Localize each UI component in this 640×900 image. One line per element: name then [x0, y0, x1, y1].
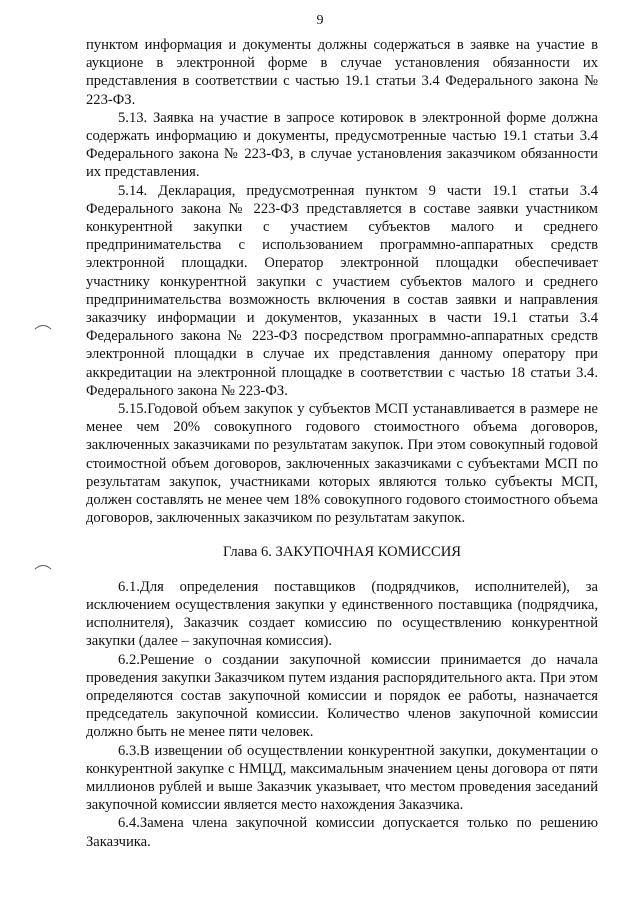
document-body — [86, 36, 598, 851]
paragraph-6-2: 6.2.Решение о создании закупочной комиссии принимается до начала проведения закупки Заказчиком путем издания распорядительного акта. При этом определяются состав закупочной комиссии и порядок ее работы, назначается председатель закупочной комиссии. Количество членов закупочной комиссии должно быть не менее пяти человек. — [86, 651, 598, 741]
paragraph-6-1: 6.1.Для определения поставщиков (подрядчиков, исполнителей), за исключением осуществления закупки у единственного поставщика (подрядчика, исполнителя), Заказчик создает комиссию по осуществлению конкурентной закупки (далее – закупочная комиссия). — [86, 578, 598, 650]
chapter-heading: Глава 6. ЗАКУПОЧНАЯ КОМИССИЯ — [223, 544, 461, 561]
paragraph-6-3: 6.3.В извещении об осуществлении конкурентной закупки, документации о конкурентной закупке с НМЦД, максимальным значением цены договора от пяти миллионов рублей и выше Заказчик указывает, что местом проведения заседаний закупочной комиссии является место нахождения Заказчика. — [86, 742, 598, 814]
binder-hole-mark — [34, 322, 52, 330]
paragraph-5-13: 5.13. Заявка на участие в запросе котировок в электронной форме должна содержать информацию и документы, предусмотренные частью 19.1 статьи 3.4 Федерального закона № 223-ФЗ, в случае установления заказчиком обязанности их представления. — [86, 109, 598, 181]
paragraph-6-4: 6.4.Замена члена закупочной комиссии допускается только по решению Заказчика. — [86, 815, 598, 850]
paragraph-continuation: пунктом информация и документы должны содержаться в заявке на участие в аукционе в электронной форме в случае установления обязанности их представления в соответствии с частью 19.1 статьи 3.4 Федерального закона № 223-ФЗ. — [86, 37, 598, 108]
paragraph-5-15: 5.15.Годовой объем закупок у субъектов МСП устанавливается в размере не менее чем 20% совокупного годового стоимостного объема договоров, заключенных заказчиками по результатам закупок. При этом совокупный годовой стоимостной объем договоров, заключенных заказчиками с субъектами МСП по результатам закупок, участниками которых являются только субъекты МСП, должен составлять не менее чем 18% совокупного годового стоимостного объема договоров, заключенных заказчиком по результатам закупок. — [86, 401, 598, 527]
paragraph-5-14: 5.14. Декларация, предусмотренная пунктом 9 части 19.1 статьи 3.4 Федерального закона № 223-ФЗ представляется в составе заявки участником конкурентной закупки с участием субъектов малого и среднего предпринимательства с использованием программно-аппаратных средств электронной площадки. Оператор электронной площадки обеспечивает участнику конкурентной закупки с участием субъектов малого и среднего предпринимательства возможность включения в состав заявки и направления заказчику информации и документов, указанных в части 19.1 статьи 3.4 Федерального закона № 223-ФЗ посредством программно-аппаратных средств электронной площадки в случае их представления данному оператору при аккредитации на электронной площадке в соответствии с частью 18 статьи 3.4. Федерального закона № 223-ФЗ. — [86, 182, 598, 399]
page-number: 9 — [316, 13, 324, 28]
binder-hole-mark — [34, 562, 52, 570]
